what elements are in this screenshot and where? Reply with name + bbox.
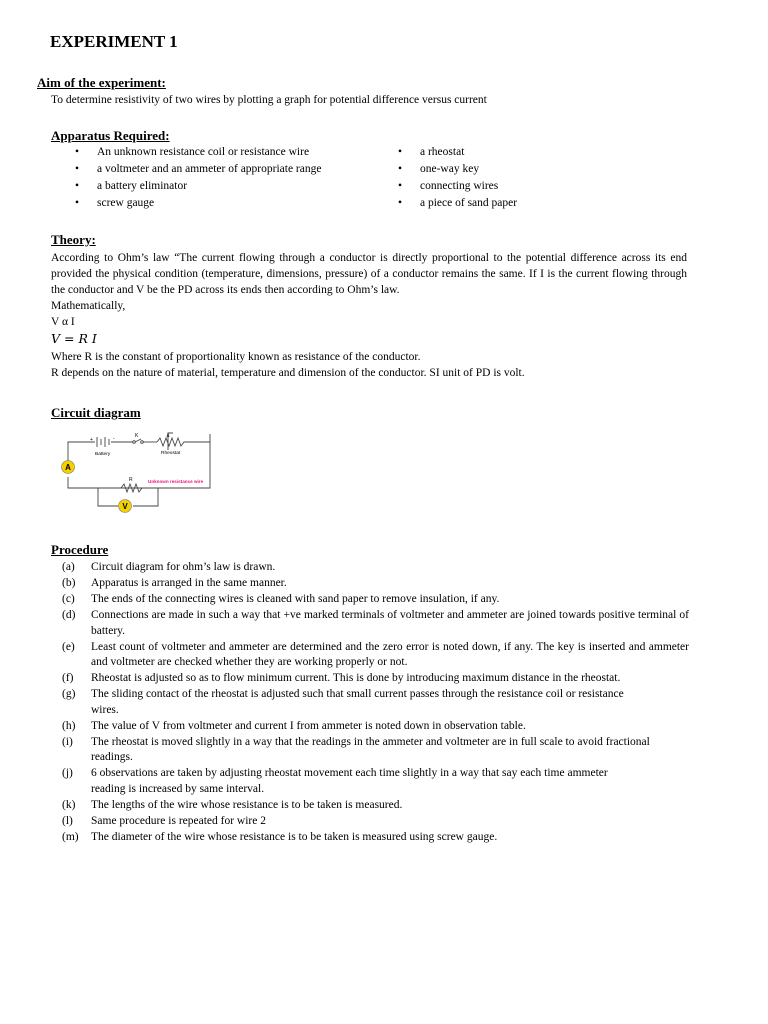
step-marker: (c) [62, 593, 75, 605]
procedure-step: (m) The diameter of the wire whose resistance is to be taken is measured using screw gauge. [62, 830, 689, 846]
list-item: • a voltmeter and an ammeter of appropriate range [75, 163, 322, 175]
procedure-step: (f) Rheostat is adjusted so as to flow minimum current. This is done by introducing maximum distance in the rheostat. [62, 671, 689, 687]
bullet-icon: • [398, 197, 403, 209]
experiment-title: EXPERIMENT 1 [50, 32, 178, 51]
theory-heading: Theory: [51, 232, 96, 247]
bullet-icon: • [75, 180, 80, 192]
procedure-step: (j) 6 observations are taken by adjusting rheostat movement each time slightly in a way that say each time ammeter reading is increased by same interval. [62, 767, 608, 795]
bullet-icon: • [398, 146, 403, 158]
procedure-step: (l) Same procedure is repeated for wire 2 [62, 814, 689, 830]
step-marker: (l) [62, 814, 73, 827]
bullet-icon: • [398, 163, 403, 175]
procedure-step: (k) The lengths of the wire whose resistance is to be taken is measured. [62, 798, 689, 814]
circuit-heading: Circuit diagram [51, 405, 141, 420]
step-marker: (d) [62, 609, 76, 621]
bullet-icon: • [75, 163, 80, 175]
procedure-step: (e) Least count of voltmeter and ammeter are determined and the zero error is noted down, if any. The key is inserted and ammeter and voltmeter are checked whether they are working properly or not. [62, 640, 689, 668]
step-marker: (h) [62, 719, 76, 732]
theory-mathematically: Mathematically, [51, 300, 126, 312]
list-item: • An unknown resistance coil or resistance wire [75, 146, 310, 158]
theory-paragraph: According to Ohm’s law “The current flowing through a conductor is directly proportional to the potential difference across its end provided the physical condition (temperature, dimensions, pressure) of a conductor remains the same. If I is the current flowing through the conductor and V be the PD across its ends then according to Ohm’s law. [51, 252, 687, 296]
procedure-step: (g) The sliding contact of the rheostat is adjusted such that small current passes through the resistance coil or resistance wires. [62, 688, 624, 716]
theory-depends: R depends on the nature of material, temperature and dimension of the conductor. SI unit of PD is volt. [51, 367, 525, 379]
aim-text: To determine resistivity of two wires by plotting a graph for potential difference versus current [51, 94, 487, 106]
ammeter-label: A [65, 463, 71, 472]
aim-heading: Aim of the experiment: [37, 75, 166, 90]
procedure-list [62, 560, 689, 846]
unknown-resistance-label: Unknown resistance wire [148, 479, 204, 484]
apparatus-list-left [75, 146, 375, 214]
bullet-icon: • [398, 180, 403, 192]
procedure-step: (h) The value of V from voltmeter and current I from ammeter is noted down in observation table. [62, 719, 689, 735]
list-item: • a piece of sand paper [398, 197, 518, 209]
ohms-law-formula: V = R I [51, 331, 97, 346]
step-marker: (f) [62, 672, 74, 684]
key-label: K [135, 433, 139, 439]
resistor-label: R [129, 477, 133, 483]
bullet-icon: • [75, 197, 80, 209]
list-item: • a rheostat [398, 146, 465, 158]
apparatus-list-right [398, 146, 598, 214]
circuit-diagram [55, 426, 230, 518]
theory-where: Where R is the constant of proportionality known as resistance of the conductor. [51, 351, 421, 363]
step-marker: (a) [62, 561, 75, 573]
voltmeter-label: V [122, 502, 128, 511]
list-item: • screw gauge [75, 197, 155, 209]
step-marker: (m) [62, 830, 79, 843]
apparatus-heading: Apparatus Required: [51, 128, 170, 143]
procedure-step: (b) Apparatus is arranged in the same manner. [62, 576, 689, 592]
procedure-step: (i) The rheostat is moved slightly in a way that the readings in the ammeter and voltmeter are in full scale to avoid fractional readings. [62, 735, 650, 763]
theory-proportional: V α I [51, 316, 75, 328]
list-item: • one-way key [398, 163, 480, 175]
battery-plus-sign: + [90, 437, 93, 443]
step-marker: (g) [62, 688, 76, 700]
step-marker: (i) [62, 735, 73, 748]
procedure-step: (a) Circuit diagram for ohm’s law is drawn. [62, 560, 689, 576]
step-marker: (b) [62, 577, 76, 589]
list-item: • connecting wires [398, 180, 499, 192]
battery-label: Battery [95, 452, 111, 457]
battery-minus-sign: - [113, 436, 115, 442]
step-marker: (k) [62, 798, 76, 811]
procedure-step: (d) Connections are made in such a way that +ve marked terminals of voltmeter and ammeter are joined towards positive terminal of battery. [62, 609, 689, 637]
procedure-heading: Procedure [51, 542, 109, 557]
bullet-icon: • [75, 146, 80, 158]
step-marker: (j) [62, 767, 73, 779]
step-marker: (e) [62, 640, 75, 653]
rheostat-label: Rheostat [161, 451, 181, 456]
list-item: • a battery eliminator [75, 180, 188, 192]
procedure-step: (c) The ends of the connecting wires is cleaned with sand paper to remove insulation, if any. [62, 592, 689, 608]
